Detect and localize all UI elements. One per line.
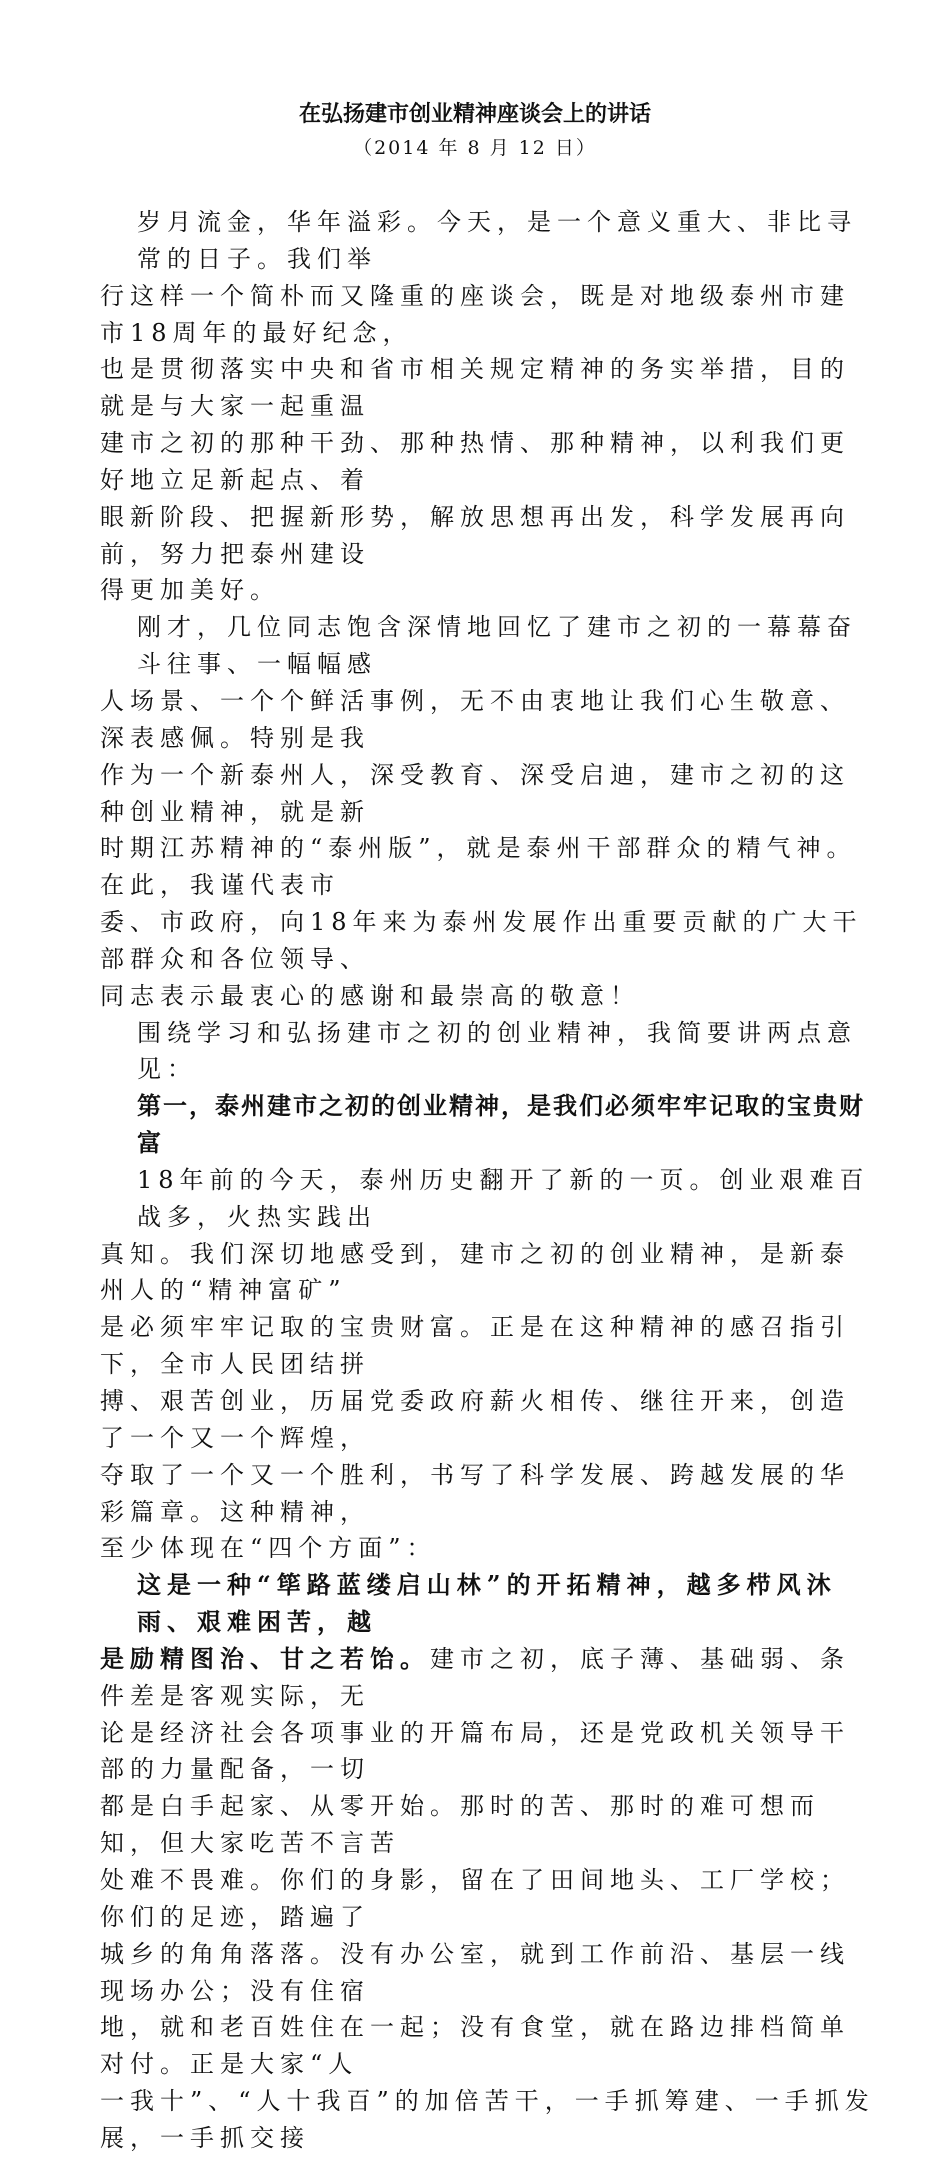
text-line: [100, 609, 875, 683]
text-line: [100, 1715, 875, 1789]
document-body: [100, 204, 875, 2157]
line-text: 处难不畏难。你们的身影，留在了田间地头、工厂学校；你们的足迹，踏遍了: [100, 1865, 850, 1931]
line-text: 第一，泰州建市之初的创业精神，是我们必须牢牢记取的宝贵财富: [137, 1092, 865, 1158]
line-text: 至少体现在“四个方面”：: [100, 1534, 437, 1563]
line-text: 人场景、一个个鲜活事例，无不由衷地让我们心生敬意、深表感佩。特别是我: [100, 686, 850, 752]
line-text: 眼新阶段、把握新形势，解放思想再出发，科学发展再向前，努力把泰州建设: [100, 502, 850, 568]
line-text: 得更加美好。: [100, 576, 280, 605]
line-text: 搏、艰苦创业，历届党委政府薪火相传、继往开来，创造了一个又一个辉煌，: [100, 1387, 850, 1452]
line-text: 地，就和老百姓住在一起；没有食堂，就在路边排档简单对付。正是大家“人: [100, 2013, 850, 2079]
text-line: [100, 904, 875, 978]
line-text: 论是经济社会各项事业的开篇布局，还是党政机关领导干部的力量配备，一切: [100, 1718, 850, 1784]
text-line: [100, 1457, 875, 1531]
text-line: [100, 1530, 875, 1567]
line-text: 真知。我们深切地感受到，建市之初的创业精神，是新泰州人的“精神富矿”: [100, 1239, 850, 1305]
line-text: 时期江苏精神的“泰州版”，就是泰州干部群众的精气神。在此，我谨代表市: [100, 834, 857, 900]
line-text: 委、市政府，向18年来为泰州发展作出重要贡献的广大干部群众和各位领导、: [100, 908, 863, 973]
bold-text: 是励精图治、甘之若饴。: [100, 1643, 430, 1673]
section-heading: [100, 1088, 875, 1162]
line-text: 作为一个新泰州人，深受教育、深受启迪，建市之初的这种创业精神，就是新: [100, 760, 850, 826]
text-line: [100, 757, 875, 831]
text-line: [100, 1641, 875, 1715]
line-text: 岁月流金，华年溢彩。今天，是一个意义重大、非比寻常的日子。我们举: [137, 208, 857, 273]
document-date: （2014 年 8 月 12 日）: [353, 137, 597, 159]
text-line: [100, 1162, 875, 1236]
text-line: [100, 683, 875, 757]
text-line: [100, 1862, 875, 1936]
text-line: [100, 278, 875, 352]
line-text: 也是贯彻落实中央和省市相关规定精神的务实举措，目的就是与大家一起重温: [100, 355, 850, 421]
line-text: 城乡的角角落落。没有办公室，就到工作前沿、基层一线现场办公；没有住宿: [100, 1939, 850, 2005]
text-line: [100, 2083, 875, 2157]
line-text: 建市之初，底子薄、基础弱、条件差是客观实际，无: [100, 1644, 850, 1710]
text-line: [100, 204, 875, 278]
text-line: [100, 1936, 875, 2010]
bold-text: 这是一种“筚路蓝缕启山林”的开拓精神，越多栉风沐雨、艰难困苦，越: [137, 1570, 837, 1637]
line-text: 18年前的今天，泰州历史翻开了新的一页。创业艰难百战多，火热实践出: [137, 1165, 870, 1231]
line-text: 都是白手起家、从零开始。那时的苦、那时的难可想而知，但大家吃苦不言苦: [100, 1792, 820, 1858]
text-line: [100, 1788, 875, 1862]
line-text: 夺取了一个又一个胜利，书写了科学发展、跨越发展的华彩篇章。这种精神，: [100, 1460, 850, 1526]
line-text: 同志表示最衷心的感谢和最崇高的敬意！: [100, 981, 640, 1010]
line-text: 围绕学习和弘扬建市之初的创业精神，我简要讲两点意见：: [137, 1018, 857, 1084]
line-text: 行这样一个简朴而又隆重的座谈会，既是对地级泰州市建市18周年的最好纪念，: [100, 281, 850, 347]
text-line: [100, 2009, 875, 2083]
text-line: [100, 1309, 875, 1383]
text-line: [100, 572, 875, 609]
text-line: [100, 351, 875, 425]
text-line: [100, 1567, 875, 1641]
text-line: [100, 499, 875, 573]
text-line: [100, 1236, 875, 1310]
line-text: 建市之初的那种干劲、那种热情、那种精神，以利我们更好地立足新起点、着: [100, 429, 850, 494]
text-line: [100, 425, 875, 499]
line-text: 是必须牢牢记取的宝贵财富。正是在这种精神的感召指引下，全市人民团结拼: [100, 1313, 850, 1379]
line-text: 一我十”、“人十我百”的加倍苦干，一手抓筹建、一手抓发展，一手抓交接: [100, 2087, 875, 2152]
line-text: 刚才，几位同志饱含深情地回忆了建市之初的一幕幕奋斗往事、一幅幅感: [137, 613, 857, 679]
text-line: [100, 830, 875, 904]
text-line: [100, 978, 875, 1015]
text-line: [100, 1015, 875, 1089]
text-line: [100, 1383, 875, 1457]
document-title: 在弘扬建市创业精神座谈会上的讲话: [298, 101, 651, 127]
